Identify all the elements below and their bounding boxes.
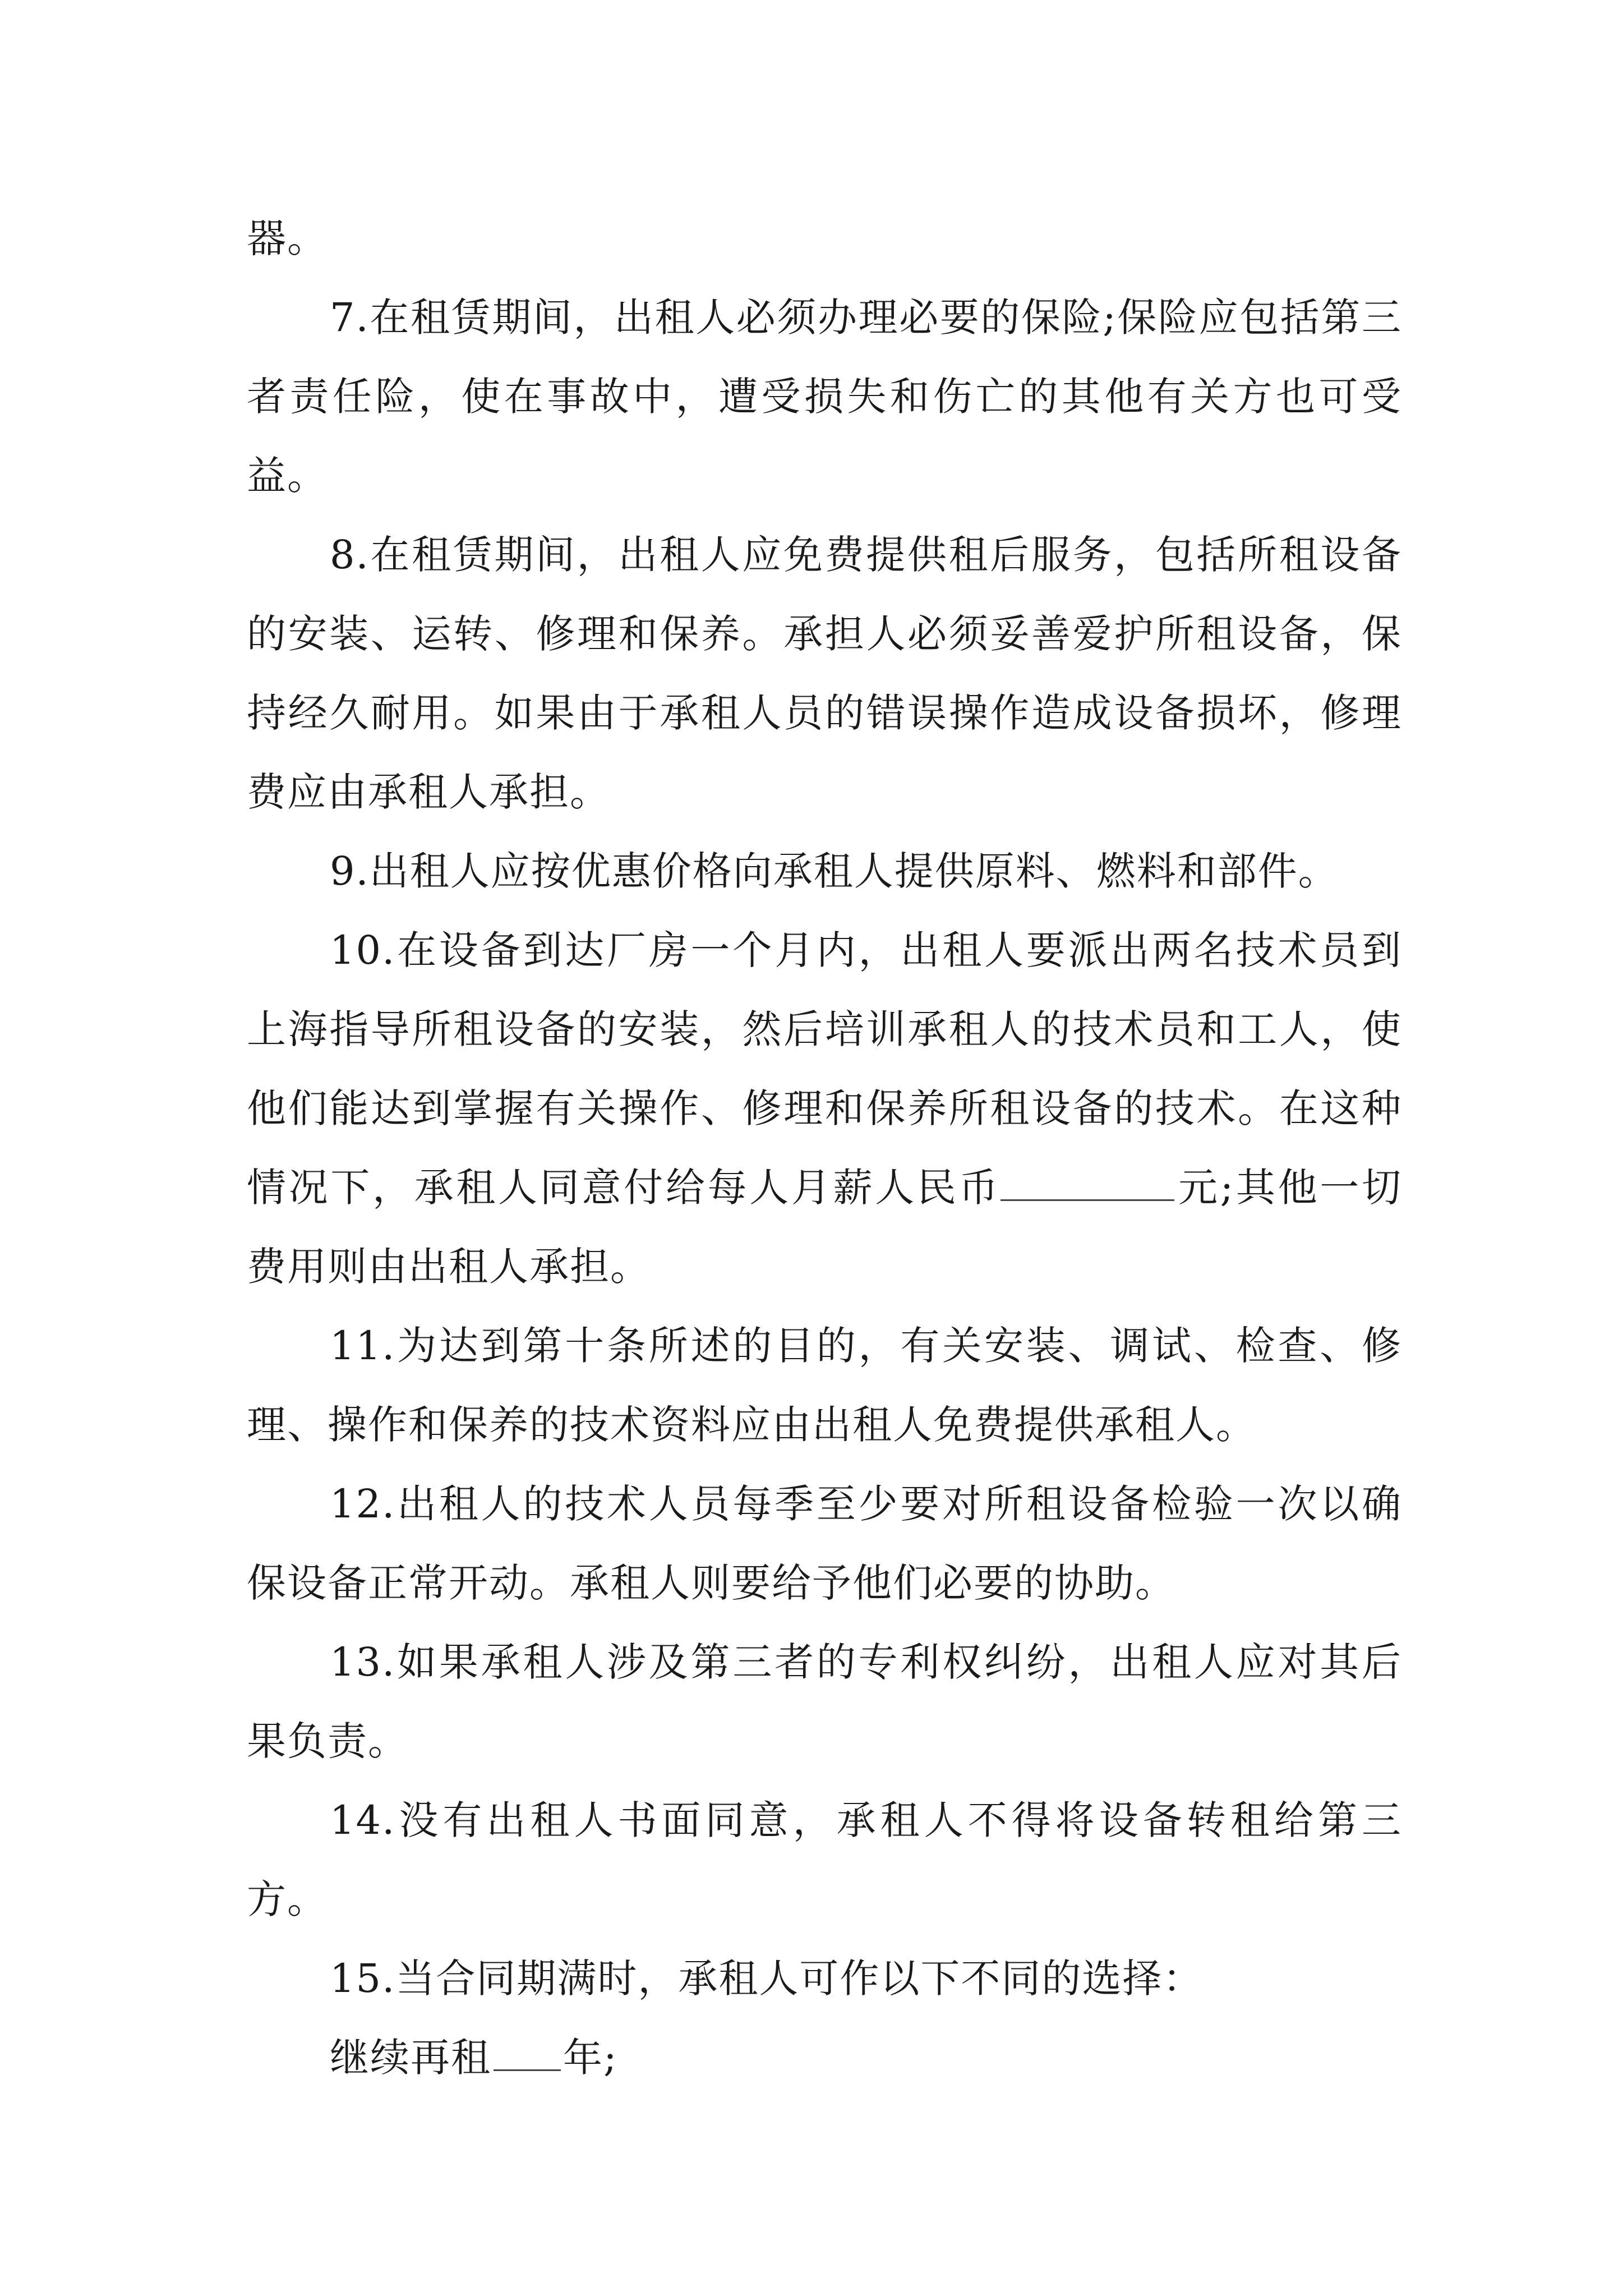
salary-amount-blank: [1000, 1170, 1174, 1201]
clause-10-text: 10.在设备到达厂房一个月内，出租人要派出两名技术员到上海指导所租设备的安装，然后培训承租人的技术员和工人，使他们能达到掌握有关操作、修理和保养所租设备的技术。在这种情况下，承租人同意付给每人月薪人民币: [247, 927, 1402, 1211]
paragraph-clause-10: [247, 911, 1402, 1306]
paragraph-clause-15: 15.当合同期满时，承租人可作以下不同的选择：: [330, 1955, 1204, 2001]
paragraph-continuation: 器。: [247, 215, 328, 261]
paragraph-clause-13: 13.如果承租人涉及第三者的专利权纠纷，出租人应对其后果负责。: [247, 1639, 1402, 1764]
paragraph-clause-11: 11.为达到第十条所述的目的，有关安装、调试、检查、修理、操作和保养的技术资料应由出租人免费提供承租人。: [247, 1323, 1402, 1448]
option-renew-tail: 年;: [563, 2035, 618, 2081]
renew-years-blank: [494, 2040, 561, 2071]
paragraph-clause-14: 14.没有出租人书面同意，承租人不得将设备转租给第三方。: [247, 1797, 1402, 1922]
document-body: [247, 199, 1402, 2097]
option-renew-text: 继续再租: [330, 2035, 491, 2081]
clause-10-tail: 元;其他一切费用则由出租人承担。: [247, 1165, 1402, 1290]
paragraph-clause-7: 7.在租赁期间，出租人必须办理必要的保险;保险应包括第三者责任险，使在事故中，遭受损失和伤亡的其他有关方也可受益。: [247, 295, 1402, 499]
paragraph-clause-8: 8.在租赁期间，出租人应免费提供租后服务，包括所租设备的安装、运转、修理和保养。承担人必须妥善爱护所租设备，保持经久耐用。如果由于承租人员的错误操作造成设备损坏，修理费应由承租人承担。: [247, 532, 1402, 815]
paragraph-clause-9: 9.出租人应按优惠价格向承租人提供原料、燃料和部件。: [330, 848, 1339, 894]
paragraph-clause-12: 12.出租人的技术人员每季至少要对所租设备检验一次以确保设备正常开动。承租人则要给予他们必要的协助。: [247, 1481, 1402, 1606]
paragraph-option-renew: [247, 2018, 1402, 2097]
